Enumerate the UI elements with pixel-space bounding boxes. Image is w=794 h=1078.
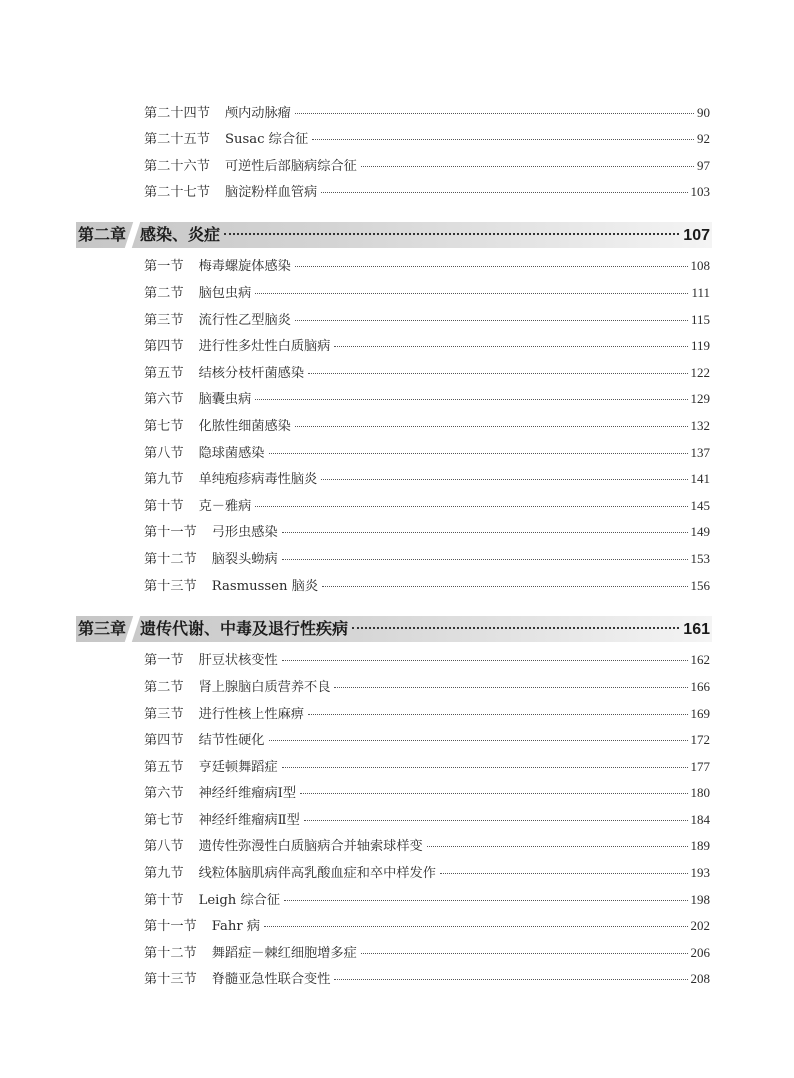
toc-entry[interactable] <box>144 337 710 355</box>
toc-entry[interactable] <box>144 917 710 935</box>
toc-entry[interactable] <box>144 891 710 909</box>
chapter-title: 感染、炎症 <box>140 225 221 244</box>
toc-entry[interactable] <box>144 417 710 435</box>
section-title: 化脓性细菌感染 <box>198 419 291 434</box>
page-number: 162 <box>690 652 710 667</box>
section-title: 隐球菌感染 <box>198 446 265 461</box>
dot-leader <box>282 767 688 768</box>
section-number: 第二十五节 <box>144 132 210 147</box>
page-number: 208 <box>690 971 710 986</box>
dot-leader <box>269 453 688 454</box>
section-number: 第一节 <box>144 259 184 274</box>
dot-leader <box>308 373 687 374</box>
toc-entry[interactable] <box>144 550 710 568</box>
section-title: 脑囊虫病 <box>198 392 252 407</box>
page-number: 184 <box>690 812 710 827</box>
toc-entry[interactable] <box>144 257 710 275</box>
page-number: 149 <box>690 524 710 539</box>
section-title: 遗传性弥漫性白质脑病合并轴索球样变 <box>198 839 423 854</box>
page-number: 137 <box>690 445 710 460</box>
page-number: 198 <box>690 892 710 907</box>
section-title: 结核分枝杆菌感染 <box>198 366 305 381</box>
dot-leader <box>295 266 688 267</box>
dot-leader <box>255 506 687 507</box>
section-number: 第三节 <box>144 707 184 722</box>
dot-leader <box>264 926 687 927</box>
page-number: 153 <box>690 551 710 566</box>
section-title: 弓形虫感染 <box>211 525 278 540</box>
section-number: 第二节 <box>144 286 184 301</box>
dot-leader <box>224 233 679 235</box>
section-title: 脑淀粉样血管病 <box>224 185 318 200</box>
section-title: 流行性乙型脑炎 <box>198 313 291 328</box>
dot-leader <box>295 426 688 427</box>
section-number: 第十节 <box>144 499 184 514</box>
page-number: 129 <box>690 391 710 406</box>
dot-leader <box>255 293 688 294</box>
dot-leader <box>334 346 688 347</box>
dot-leader <box>322 586 687 587</box>
toc-entry[interactable] <box>144 731 710 749</box>
page-number: 166 <box>690 679 710 694</box>
dot-leader <box>334 979 687 980</box>
section-number: 第一节 <box>144 653 184 668</box>
section-number: 第二十四节 <box>144 106 210 121</box>
chapter-page-number: 161 <box>683 621 710 638</box>
page-number: 90 <box>697 105 710 120</box>
toc-entry[interactable] <box>144 183 710 201</box>
dot-leader <box>352 627 679 629</box>
page-number: 108 <box>690 258 710 273</box>
section-title: 梅毒螺旋体感染 <box>198 259 291 274</box>
toc-entry[interactable] <box>144 311 710 329</box>
section-number: 第五节 <box>144 760 184 775</box>
section-number: 第七节 <box>144 813 184 828</box>
section-number: 第十二节 <box>144 552 197 567</box>
dot-leader <box>427 846 688 847</box>
section-number: 第十三节 <box>144 972 197 987</box>
toc-entry[interactable] <box>144 811 710 829</box>
dot-leader <box>312 139 694 140</box>
toc-entry[interactable] <box>144 651 710 669</box>
section-number: 第十三节 <box>144 579 197 594</box>
toc-entry[interactable] <box>144 784 710 802</box>
toc-entry[interactable] <box>144 284 710 302</box>
page-number: 97 <box>697 158 710 173</box>
section-title: Leigh 综合征 <box>198 893 281 908</box>
page-number: 180 <box>690 785 710 800</box>
dot-leader <box>255 399 687 400</box>
page-number: 193 <box>690 865 710 880</box>
section-number: 第十节 <box>144 893 184 908</box>
page-number: 169 <box>690 706 710 721</box>
section-title: Fahr 病 <box>211 919 261 934</box>
section-number: 第八节 <box>144 839 184 854</box>
page-number: 103 <box>690 184 710 199</box>
toc-entry[interactable] <box>144 130 710 148</box>
page-number: 132 <box>690 418 710 433</box>
page-number: 202 <box>690 918 710 933</box>
section-number: 第六节 <box>144 392 184 407</box>
section-number: 第十一节 <box>144 525 197 540</box>
section-number: 第六节 <box>144 786 184 801</box>
dot-leader <box>361 166 694 167</box>
section-title: 克－雅病 <box>198 499 252 514</box>
dot-leader <box>334 687 687 688</box>
dot-leader <box>304 820 688 821</box>
toc-entry[interactable] <box>144 944 710 962</box>
section-number: 第八节 <box>144 446 184 461</box>
dot-leader <box>321 192 687 193</box>
section-number: 第三节 <box>144 313 184 328</box>
page-number: 122 <box>690 365 710 380</box>
toc-entry[interactable] <box>144 577 710 595</box>
page-number: 172 <box>690 732 710 747</box>
section-title: 结节性硬化 <box>198 733 265 748</box>
toc-entry[interactable] <box>144 970 710 988</box>
page-number: 189 <box>690 838 710 853</box>
toc-entry[interactable] <box>144 523 710 541</box>
toc-entry[interactable] <box>144 104 710 122</box>
section-number: 第二节 <box>144 680 184 695</box>
section-title: 肝豆状核变性 <box>198 653 278 668</box>
dot-leader <box>269 740 688 741</box>
section-title: 进行性核上性麻痹 <box>198 707 305 722</box>
section-title: 舞蹈症－棘红细胞增多症 <box>211 946 357 961</box>
section-number: 第十一节 <box>144 919 197 934</box>
toc-entry[interactable] <box>144 390 710 408</box>
section-number: 第九节 <box>144 472 184 487</box>
dot-leader <box>440 873 688 874</box>
dot-leader <box>282 532 688 533</box>
dot-leader <box>300 793 687 794</box>
section-title: 脑包虫病 <box>198 286 252 301</box>
section-number: 第四节 <box>144 733 184 748</box>
dot-leader <box>295 320 688 321</box>
section-title: 神经纤维瘤病Ⅰ型 <box>198 786 297 801</box>
section-number: 第十二节 <box>144 946 197 961</box>
page-number: 177 <box>690 759 710 774</box>
section-title: Rasmussen 脑炎 <box>211 579 319 594</box>
section-title: 线粒体脑肌病伴高乳酸血症和卒中样发作 <box>198 866 436 881</box>
dot-leader <box>361 953 688 954</box>
toc-entry[interactable] <box>144 470 710 488</box>
page-number: 92 <box>697 131 710 146</box>
chapter-header[interactable] <box>76 616 712 642</box>
toc-entry[interactable] <box>144 837 710 855</box>
dot-leader <box>284 900 687 901</box>
dot-leader <box>295 113 694 114</box>
toc-entry[interactable] <box>144 497 710 515</box>
section-title: 神经纤维瘤病Ⅱ型 <box>198 813 300 828</box>
page-number: 141 <box>690 471 710 486</box>
toc-entry[interactable] <box>144 705 710 723</box>
section-number: 第二十六节 <box>144 159 210 174</box>
chapter-page-number: 107 <box>683 227 710 244</box>
section-title: 进行性多灶性白质脑病 <box>198 339 331 354</box>
toc-entry[interactable] <box>144 864 710 882</box>
toc-entry[interactable] <box>144 678 710 696</box>
section-title: 脊髓亚急性联合变性 <box>211 972 331 987</box>
page-number: 119 <box>690 338 710 353</box>
section-title: 肾上腺脑白质营养不良 <box>198 680 331 695</box>
dot-leader <box>308 714 687 715</box>
section-title: 脑裂头蚴病 <box>211 552 278 567</box>
chapter-title: 遗传代谢、中毒及退行性疾病 <box>140 619 349 638</box>
section-title: 颅内动脉瘤 <box>224 106 291 121</box>
dot-leader <box>282 660 688 661</box>
section-number: 第二十七节 <box>144 185 210 200</box>
section-number: 第五节 <box>144 366 184 381</box>
page-number: 115 <box>690 312 710 327</box>
page-number: 156 <box>690 578 710 593</box>
chapter-header[interactable] <box>76 222 712 248</box>
section-title: 亨廷顿舞蹈症 <box>198 760 278 775</box>
toc-entry[interactable] <box>144 758 710 776</box>
section-number: 第七节 <box>144 419 184 434</box>
chapter-number: 第三章 <box>78 619 127 638</box>
section-title: 可逆性后部脑病综合征 <box>224 159 357 174</box>
section-number: 第九节 <box>144 866 184 881</box>
toc-entry[interactable] <box>144 364 710 382</box>
page-number: 111 <box>691 285 710 300</box>
section-number: 第四节 <box>144 339 184 354</box>
page-number: 206 <box>690 945 710 960</box>
toc-entry[interactable] <box>144 157 710 175</box>
page-number: 145 <box>690 498 710 513</box>
chapter-number: 第二章 <box>78 225 127 244</box>
dot-leader <box>321 479 687 480</box>
toc-entry[interactable] <box>144 444 710 462</box>
section-title: 单纯疱疹病毒性脑炎 <box>198 472 318 487</box>
dot-leader <box>282 559 688 560</box>
section-title: Susac 综合征 <box>224 132 309 147</box>
